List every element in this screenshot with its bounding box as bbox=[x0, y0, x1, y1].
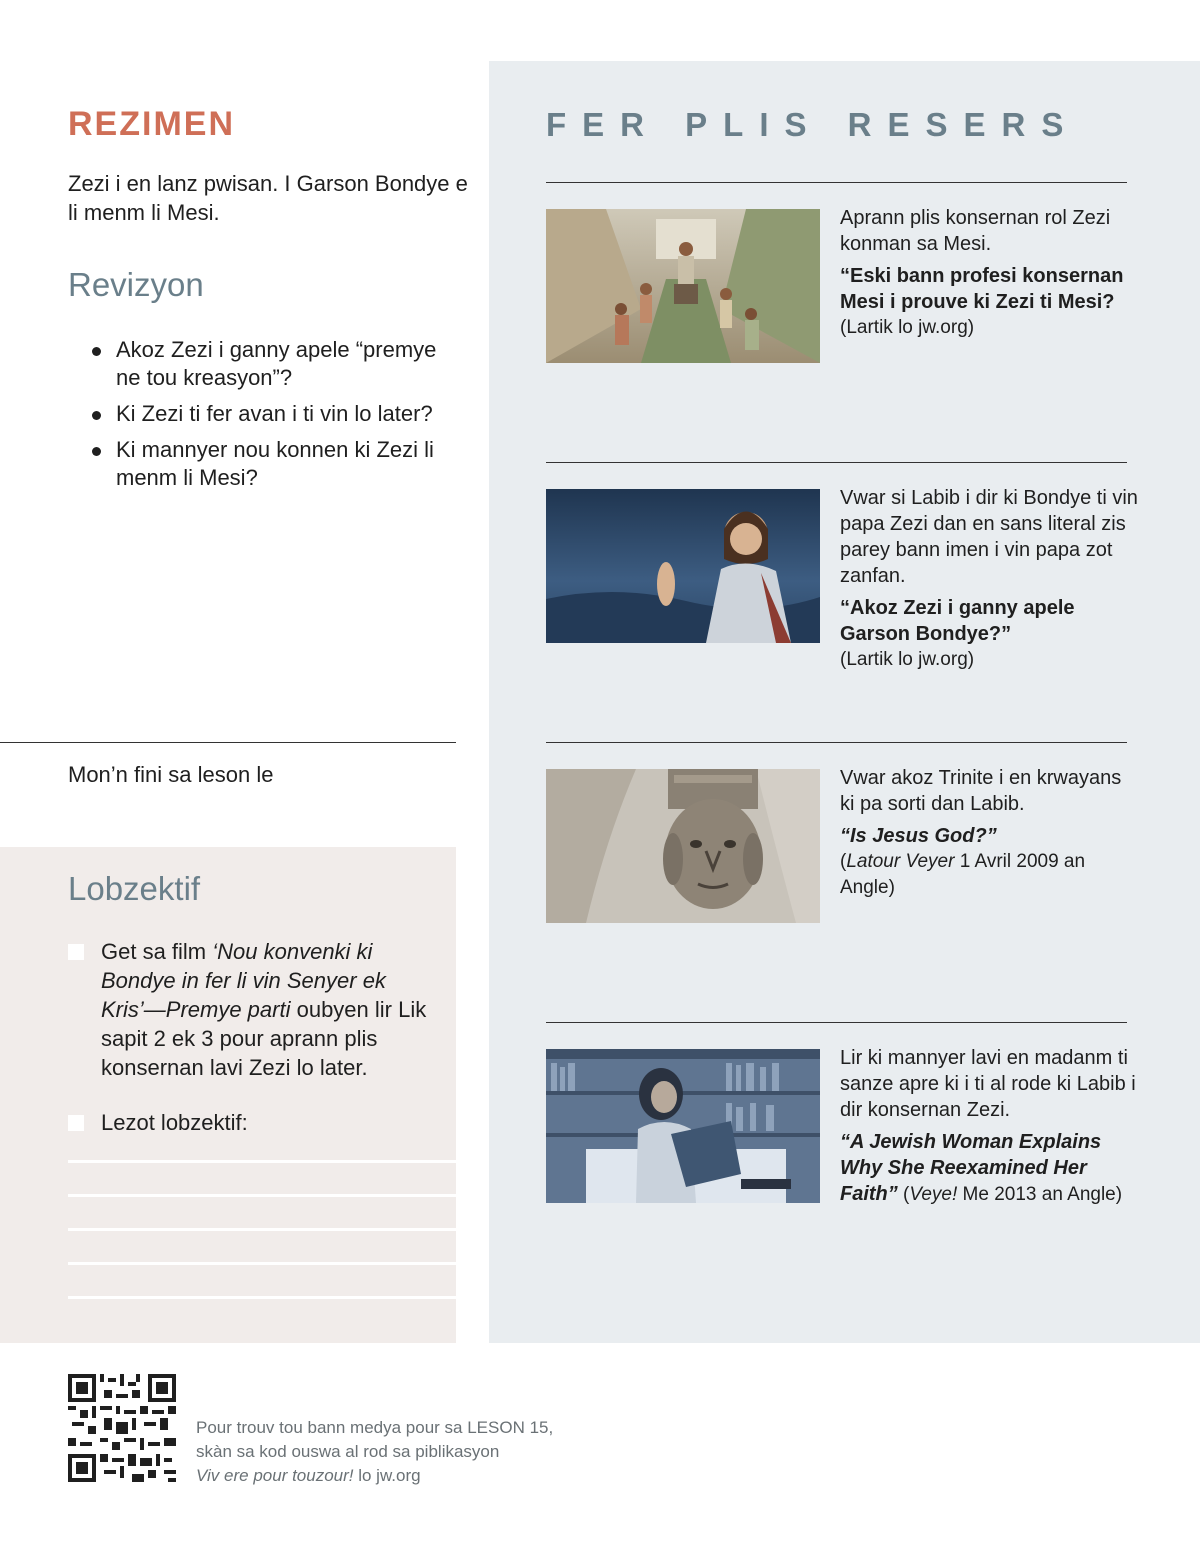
summary-title: REZIMEN bbox=[68, 105, 235, 143]
goal-title: Lobzektif bbox=[68, 870, 201, 907]
research-description: Lir ki mannyer lavi en madanm ti sanze apre ki i ti al rode ki Labib i dir konsernan Zezi. bbox=[840, 1047, 1136, 1121]
divider bbox=[546, 462, 1127, 463]
bullet-icon bbox=[92, 447, 101, 456]
bullet-icon bbox=[92, 347, 101, 356]
writing-line[interactable] bbox=[68, 1160, 456, 1163]
woman-reading-image[interactable] bbox=[546, 1049, 820, 1203]
research-description: Vwar akoz Trinite i en krwayans ki pa sorti dan Labib. bbox=[840, 767, 1122, 815]
goal-text: Get sa film ‘Nou konvenki ki Bondye in fer li vin Senyer ek Kris’—Premye parti oubyen lir Lik sapit 2 ek 3 pour aprann plis konsernan lavi Zezi lo later. bbox=[101, 939, 427, 1080]
lesson-finished-label[interactable]: Mon’n fini sa leson le bbox=[68, 762, 274, 787]
bullet-icon bbox=[92, 411, 101, 420]
jesus-praying-illustration-icon bbox=[546, 489, 820, 643]
review-title: Revizyon bbox=[68, 266, 204, 303]
source-label: (Lartik lo jw.org) bbox=[840, 317, 975, 338]
divider bbox=[546, 742, 1127, 743]
writing-line[interactable] bbox=[68, 1262, 456, 1265]
divider bbox=[546, 1022, 1127, 1023]
review-item: Akoz Zezi i ganny apele “premye ne tou kreasyon”? bbox=[92, 336, 462, 392]
summary-text: Zezi i en lanz pwisan. I Garson Bondye e li menm li Mesi. bbox=[68, 171, 468, 225]
other-goal-label: Lezot lobzektif: bbox=[101, 1110, 248, 1135]
review-item: Ki Zezi ti fer avan i ti vin lo later? bbox=[92, 400, 462, 428]
jesus-praying-image[interactable] bbox=[546, 489, 820, 643]
footer-note: Pour trouv tou bann medya pour sa LESON 15, skàn sa kod ouswa al rod sa piblikasyon Viv ere pour touzour! lo jw.org bbox=[196, 1418, 554, 1485]
writing-line[interactable] bbox=[68, 1296, 456, 1299]
article-link[interactable]: “Eski bann profesi konsernan Mesi i prouve ki Zezi ti Mesi? bbox=[840, 265, 1124, 313]
research-description: Vwar si Labib i dir ki Bondye ti vin papa Zezi dan en sans literal zis parey bann imen i vin papa zot zanfan. bbox=[840, 487, 1138, 587]
woman-reading-photo-icon bbox=[546, 1049, 820, 1203]
article-link[interactable]: “A Jewish Woman Explains Why She Reexamined Her Faith” bbox=[840, 1131, 1102, 1205]
research-item-1 bbox=[840, 205, 1140, 341]
research-item-2 bbox=[840, 485, 1140, 673]
trinity-sculpture-photo-icon bbox=[546, 769, 820, 923]
review-list bbox=[92, 336, 462, 500]
writing-line[interactable] bbox=[68, 1228, 456, 1231]
procession-illustration-icon bbox=[546, 209, 820, 363]
procession-image[interactable] bbox=[546, 209, 820, 363]
divider bbox=[0, 742, 456, 743]
article-citation: “A Jewish Woman Explains Why She Reexamined Her Faith” (Veye! Me 2013 an Angle) bbox=[840, 1131, 1123, 1205]
checkbox[interactable] bbox=[68, 944, 84, 960]
goal-checkbox-item[interactable] bbox=[68, 937, 448, 1082]
research-title: FER PLIS RESERS bbox=[546, 106, 1080, 143]
research-item-3 bbox=[840, 765, 1140, 901]
checkbox[interactable] bbox=[68, 1115, 84, 1131]
source-label: (Latour Veyer 1 Avril 2009 an Angle) bbox=[840, 851, 1086, 898]
writing-line[interactable] bbox=[68, 1194, 456, 1197]
research-description: Aprann plis konsernan rol Zezi konman sa Mesi. bbox=[840, 207, 1111, 255]
research-item-4 bbox=[840, 1045, 1140, 1208]
qr-code-icon[interactable] bbox=[68, 1374, 176, 1482]
goal-panel bbox=[0, 847, 456, 1343]
trinity-sculpture-image[interactable] bbox=[546, 769, 820, 923]
source-label: (Lartik lo jw.org) bbox=[840, 649, 975, 670]
article-link[interactable]: “Akoz Zezi i ganny apele Garson Bondye?” bbox=[840, 597, 1075, 645]
review-item: Ki mannyer nou konnen ki Zezi li menm li Mesi? bbox=[92, 436, 462, 492]
divider bbox=[546, 182, 1127, 183]
article-link[interactable]: “Is Jesus God?” bbox=[840, 825, 997, 847]
other-goal-checkbox-item[interactable] bbox=[68, 1108, 448, 1137]
